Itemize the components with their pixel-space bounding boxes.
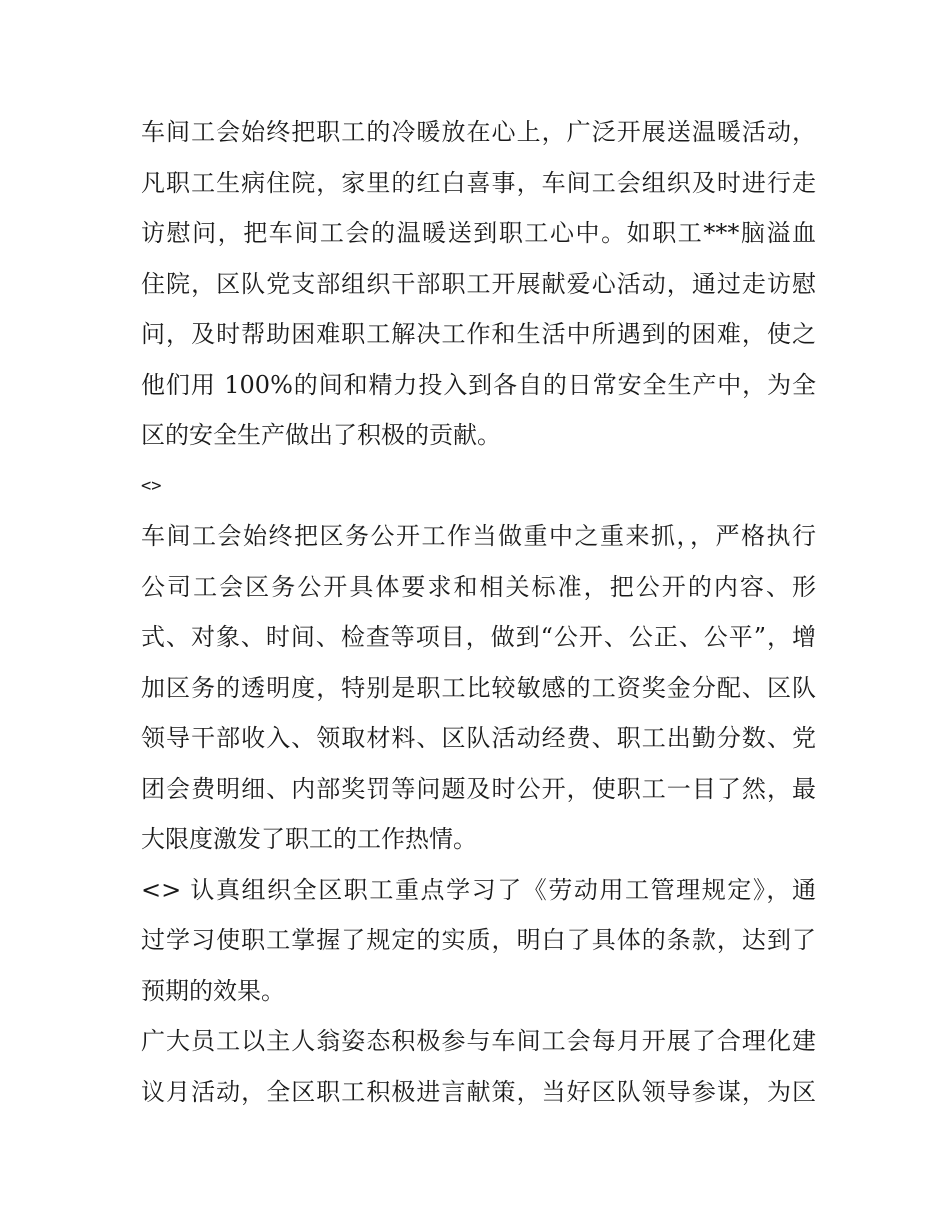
text-line: 式、对象、时间、检查等项目，做到“公开、公正、公平”，增	[141, 623, 816, 651]
text-line: 车间工会始终把职工的冷暖放在心上，广泛开展送温暖活动，	[141, 118, 816, 146]
text-line: 车间工会始终把区务公开工作当做重中之重来抓，，严格执行	[141, 522, 816, 550]
text-line: 过学习使职工掌握了规定的实质，明白了具体的条款，达到了	[141, 926, 816, 954]
paragraph-marker	[141, 461, 816, 512]
text-line: 公司工会区务公开具体要求和相关标准，把公开的内容、形	[141, 572, 816, 601]
text-line: 访慰问，把车间工会的温暖送到职工心中。如职工***脑溢血	[141, 219, 816, 247]
text-line: 领导干部收入、领取材料、区队活动经费、职工出勤分数、党	[141, 724, 816, 752]
paragraph-care-activities	[141, 107, 816, 461]
text-line: 区的安全生产做出了积极的贡献。	[141, 421, 501, 449]
marker-line: <>	[141, 475, 162, 496]
text-line: 议月活动，全区职工积极进言献策，当好区队领导参谋，为区	[141, 1077, 816, 1106]
text-line: 住院，区队党支部组织干部职工开展献爱心活动，通过走访慰	[141, 269, 816, 298]
text-line: <> 认真组织全区职工重点学习了《劳动用工管理规定》，通	[141, 875, 816, 904]
text-line: 广大员工以主人翁姿态积极参与车间工会每月开展了合理化建	[141, 1027, 816, 1055]
text-line: 加区务的透明度，特别是职工比较敏感的工资奖金分配、区队	[141, 673, 816, 702]
paragraph-labor-regulations	[141, 865, 816, 1017]
text-line: 团会费明细、内部奖罚等问题及时公开，使职工一目了然，最	[141, 774, 816, 803]
text-line: 预期的效果。	[141, 976, 285, 1005]
text-line: 问，及时帮助困难职工解决工作和生活中所遇到的困难，使之	[141, 320, 816, 348]
document-body	[141, 107, 816, 1117]
text-line: 他们用 100%的间和精力投入到各自的日常安全生产中，为全	[141, 370, 816, 399]
paragraph-rationalization-proposals	[141, 1016, 816, 1117]
paragraph-affairs-disclosure	[141, 511, 816, 865]
text-line: 凡职工生病住院，家里的红白喜事，车间工会组织及时进行走	[141, 168, 816, 197]
text-line: 大限度激发了职工的工作热情。	[141, 825, 477, 853]
